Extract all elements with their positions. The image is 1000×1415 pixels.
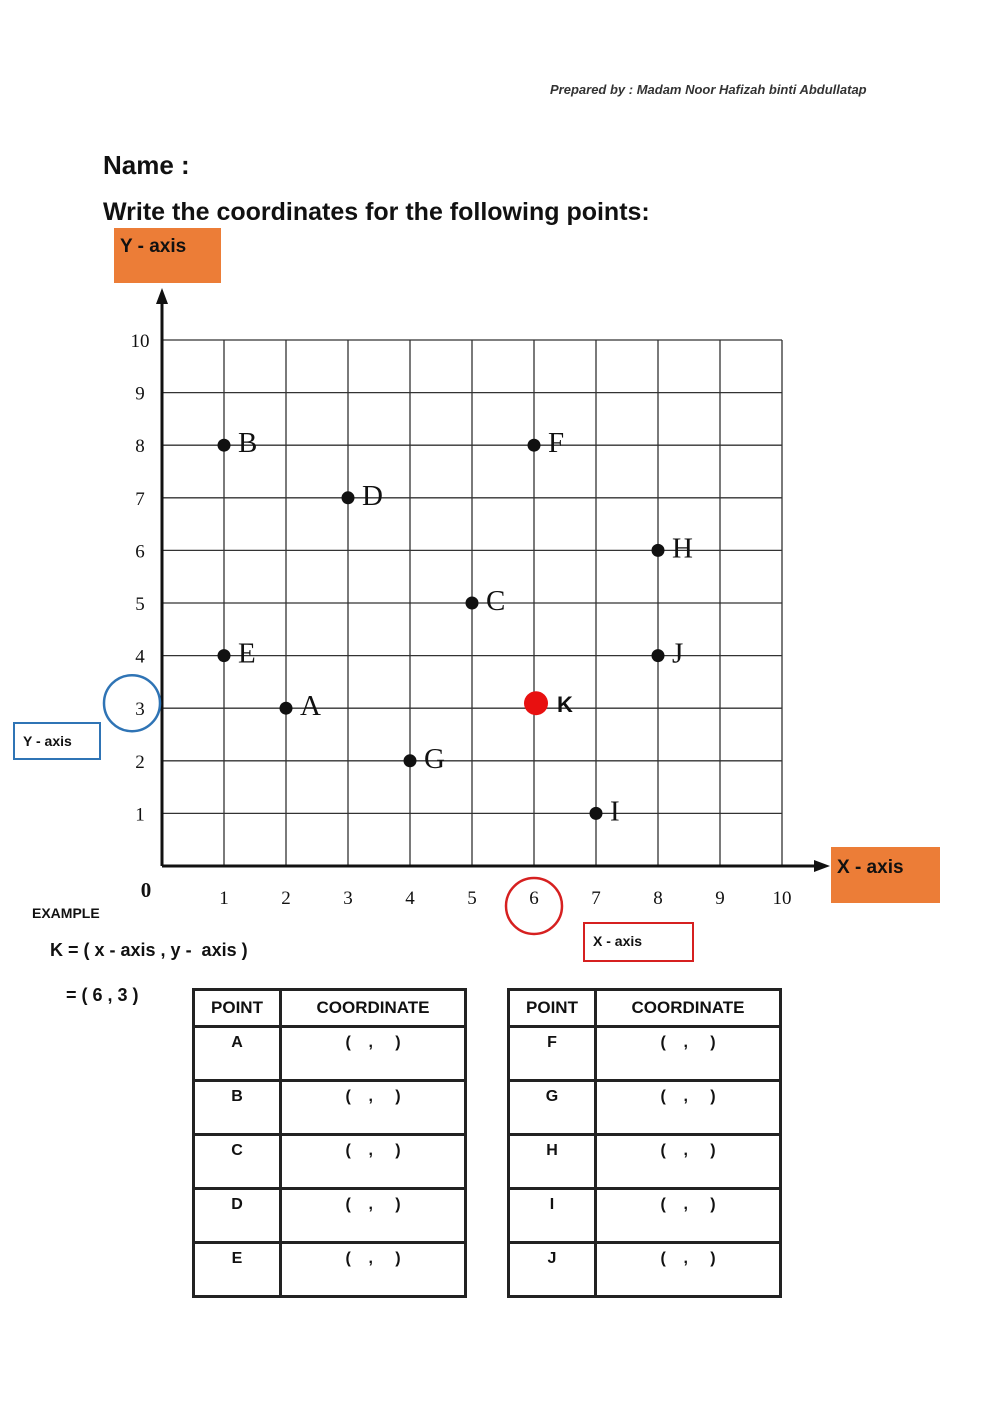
x-tick-label: 7 [591, 888, 601, 909]
point-marker [652, 649, 665, 662]
point-marker [652, 544, 665, 557]
table-row [194, 1243, 466, 1297]
header-coordinate: COORDINATE [281, 990, 466, 1027]
y-tick-highlight-circle [104, 675, 160, 731]
coordinate-answer-field[interactable]: ( , ) [596, 1081, 781, 1135]
point-label: G [509, 1081, 596, 1135]
point-marker [218, 649, 231, 662]
point-marker [218, 439, 231, 452]
point-marker [466, 597, 479, 610]
x-tick-label: 3 [343, 888, 353, 909]
prepared-by-credit: Prepared by : Madam Noor Hafizah binti Abdullatap [550, 82, 867, 97]
y-tick-label: 6 [135, 541, 145, 563]
x-tick-label: 8 [653, 888, 663, 909]
table-row [509, 1243, 781, 1297]
point-marker [280, 702, 293, 715]
coordinate-answer-field[interactable]: ( , ) [281, 1243, 466, 1297]
point-marker [342, 491, 355, 504]
coordinate-answer-field[interactable]: ( , ) [281, 1027, 466, 1081]
coordinate-answer-field[interactable]: ( , ) [281, 1189, 466, 1243]
point-label: E [238, 637, 256, 670]
point-label: F [509, 1027, 596, 1081]
x-tick-label: 10 [772, 888, 792, 909]
y-tick-label: 7 [135, 488, 145, 510]
coordinate-answer-field[interactable]: ( , ) [596, 1243, 781, 1297]
point-marker-highlight [524, 691, 548, 715]
table-header-row [194, 990, 466, 1027]
x-axis-hint-box: X - axis [583, 922, 694, 962]
table-header-row [509, 990, 781, 1027]
table-row [194, 1189, 466, 1243]
coordinate-answer-field[interactable]: ( , ) [596, 1135, 781, 1189]
coordinate-table-left [192, 988, 467, 1298]
origin-label: 0 [140, 878, 152, 902]
table-row [509, 1081, 781, 1135]
name-label: Name : [103, 150, 190, 180]
point-marker [404, 754, 417, 767]
x-tick-label: 9 [715, 888, 725, 909]
header-coordinate: COORDINATE [596, 990, 781, 1027]
point-marker [528, 439, 541, 452]
x-tick-label: 1 [219, 888, 229, 909]
point-marker [590, 807, 603, 820]
point-label: B [194, 1081, 281, 1135]
point-label: G [424, 742, 445, 775]
x-tick-label: 6 [529, 888, 539, 909]
y-tick-label: 5 [135, 594, 145, 615]
point-label: H [672, 532, 693, 565]
point-label: J [509, 1243, 596, 1297]
point-label: I [509, 1189, 596, 1243]
coordinate-table-right [507, 988, 782, 1298]
x-tick-label: 5 [467, 888, 477, 909]
point-label: J [672, 637, 684, 670]
table-row [509, 1189, 781, 1243]
point-label: C [486, 585, 506, 617]
point-label: K [557, 692, 573, 718]
coordinate-answer-field[interactable]: ( , ) [596, 1027, 781, 1081]
coordinate-answer-field[interactable]: ( , ) [281, 1135, 466, 1189]
point-label: D [362, 479, 383, 512]
table-row [194, 1135, 466, 1189]
point-label: F [548, 427, 565, 460]
point-label: A [300, 690, 321, 723]
table-row [194, 1027, 466, 1081]
y-tick-label: 1 [135, 804, 145, 826]
example-label: EXAMPLE [32, 905, 100, 921]
y-tick-label: 4 [135, 646, 145, 668]
point-label: A [194, 1027, 281, 1081]
y-tick-label: 2 [135, 751, 145, 773]
y-tick-label: 10 [130, 331, 150, 352]
y-axis-hint-box: Y - axis [13, 722, 101, 760]
table-row [509, 1135, 781, 1189]
instruction-heading: Write the coordinates for the following points: [103, 198, 650, 226]
table-row [509, 1027, 781, 1081]
x-axis-tag: X - axis [831, 847, 940, 903]
y-tick-label: 8 [135, 436, 145, 458]
point-label: E [194, 1243, 281, 1297]
coordinate-answer-field[interactable]: ( , ) [596, 1189, 781, 1243]
y-axis-tag: Y - axis [114, 228, 221, 283]
y-axis-arrow-icon [156, 288, 168, 304]
header-point: POINT [509, 990, 596, 1027]
table-row [194, 1081, 466, 1135]
y-tick-label: 9 [135, 383, 145, 405]
header-point: POINT [194, 990, 281, 1027]
point-label: I [610, 795, 620, 828]
point-label: H [509, 1135, 596, 1189]
point-label: D [194, 1189, 281, 1243]
point-label: B [238, 427, 258, 460]
x-axis-arrow-icon [814, 860, 830, 872]
point-label: C [194, 1135, 281, 1189]
x-tick-label: 2 [281, 888, 291, 909]
example-formula: K = ( x - axis , y - axis ) [50, 940, 248, 960]
y-tick-label: 3 [135, 699, 145, 721]
example-answer: = ( 6 , 3 ) [66, 985, 139, 1005]
coordinate-answer-field[interactable]: ( , ) [281, 1081, 466, 1135]
x-tick-label: 4 [405, 888, 415, 909]
